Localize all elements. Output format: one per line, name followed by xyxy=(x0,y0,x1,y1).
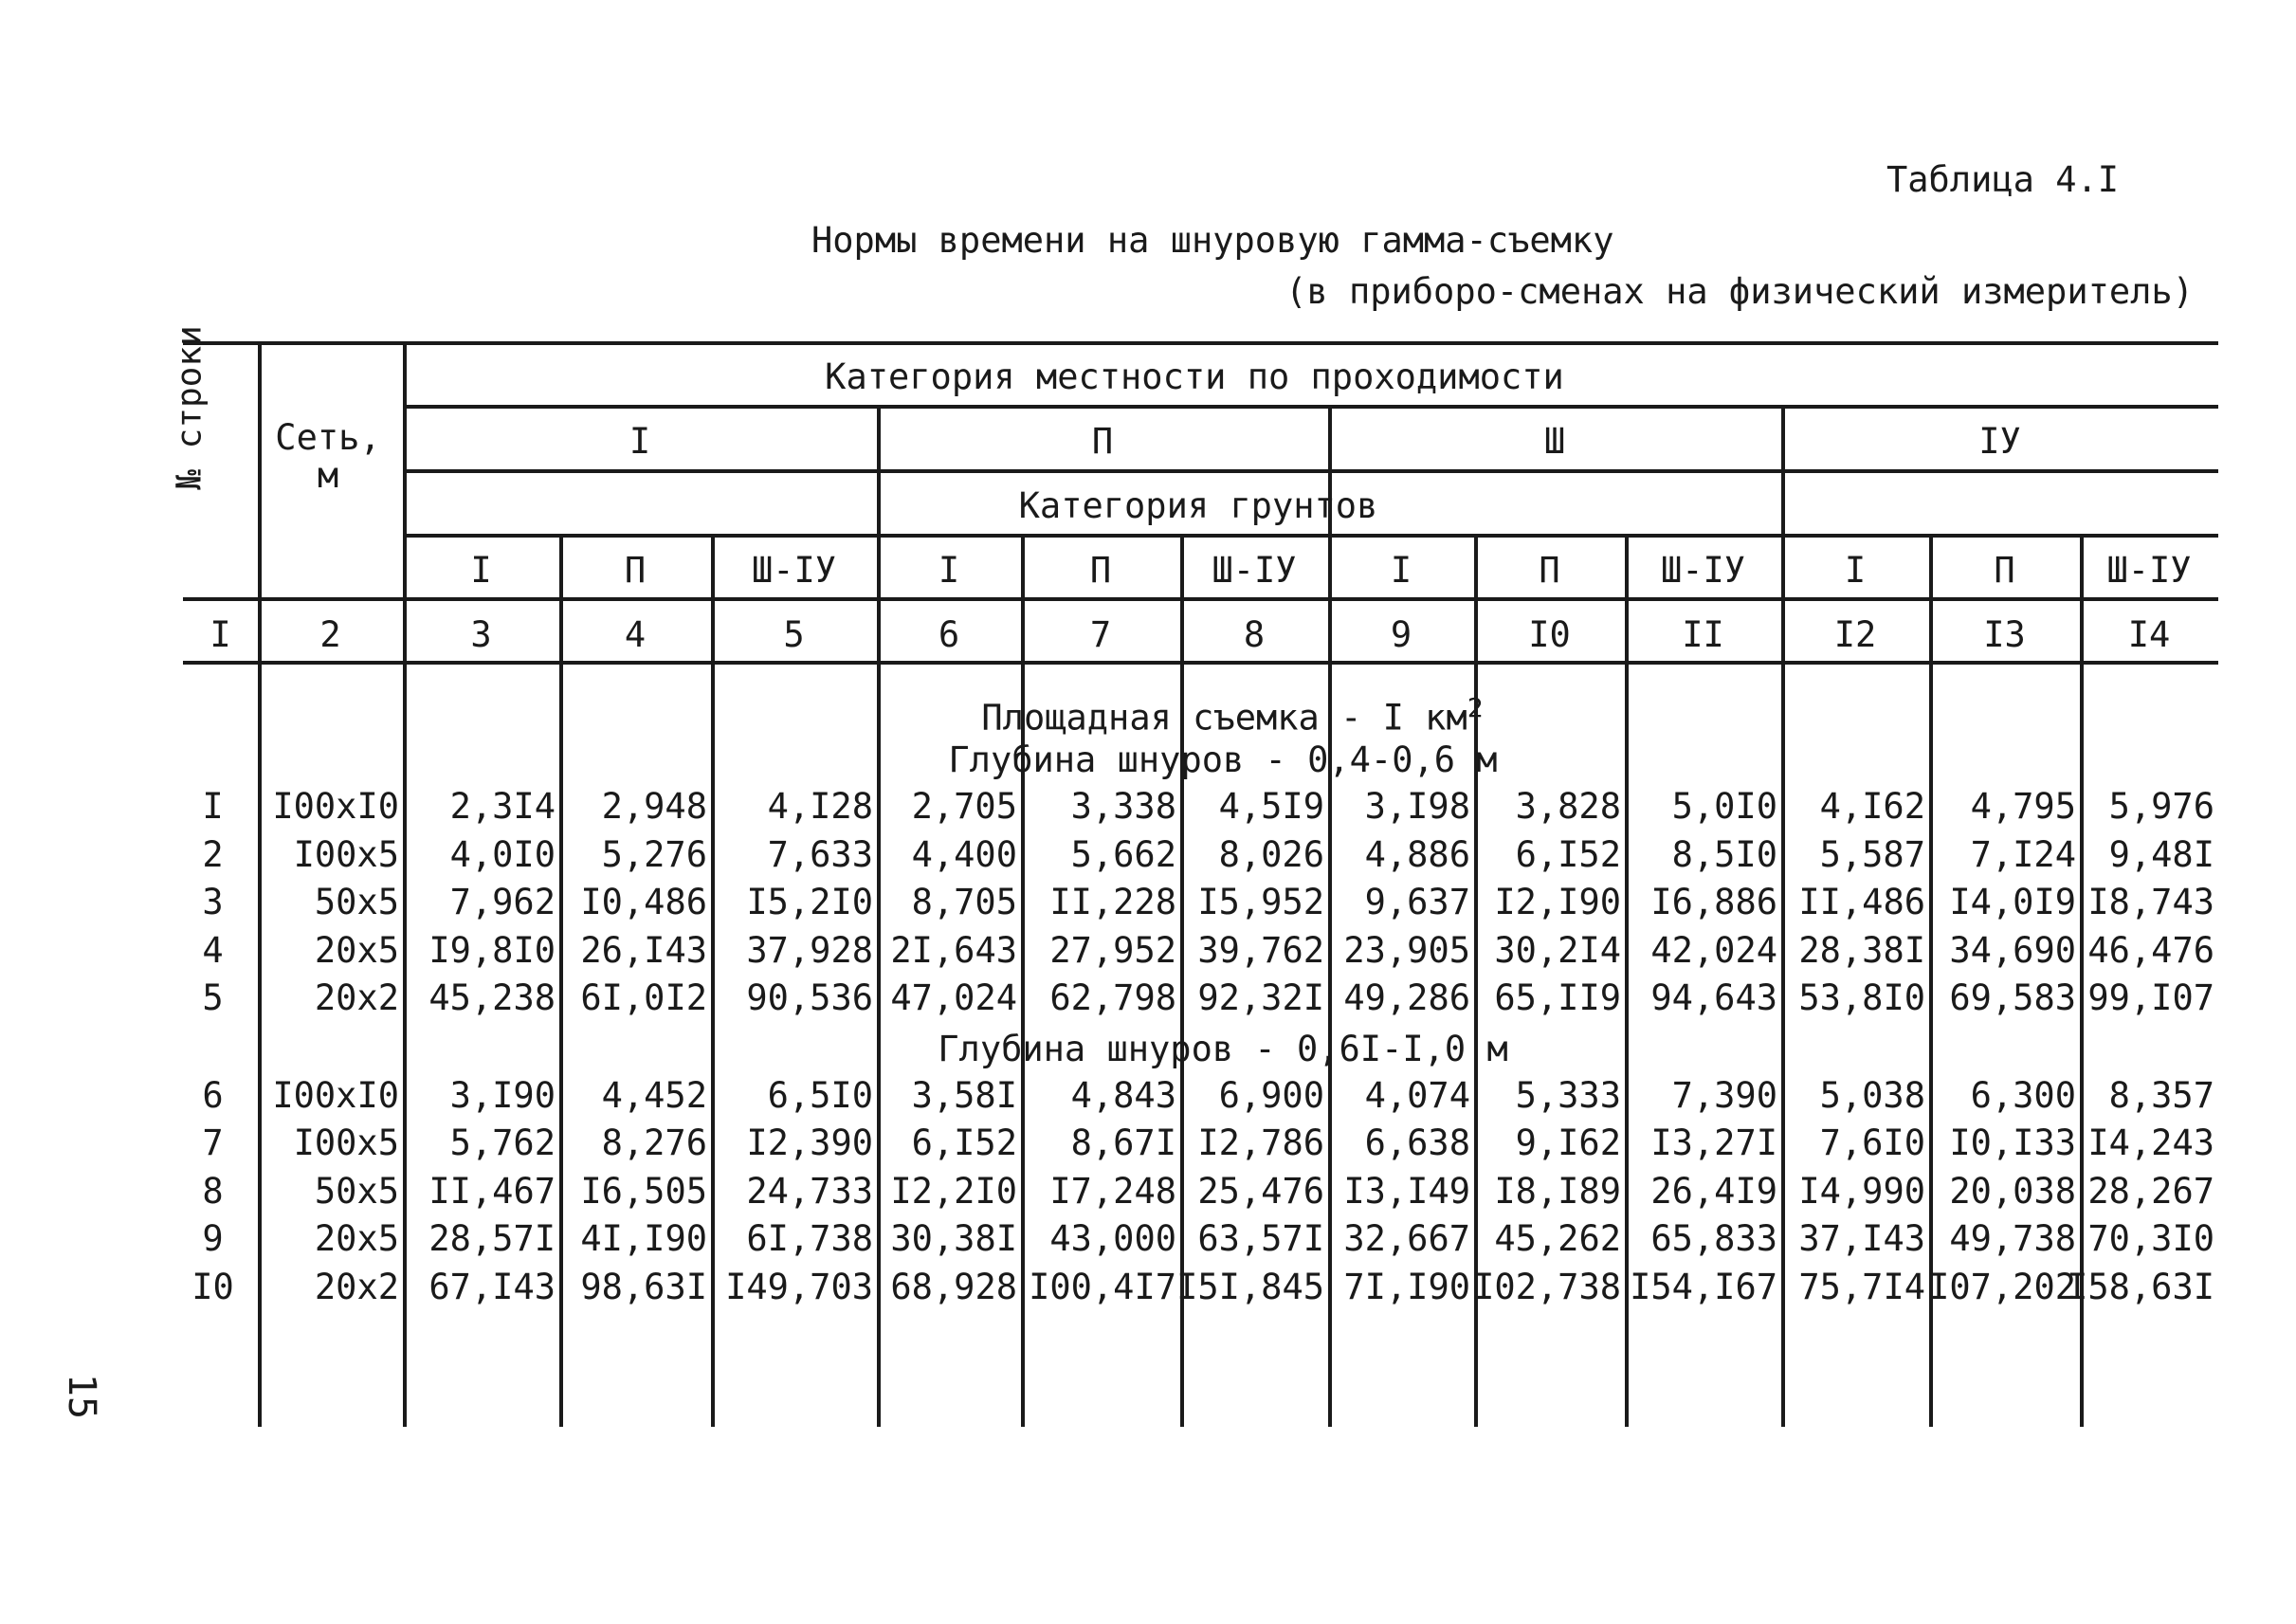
value-cell: I2,I90 xyxy=(1494,882,1621,922)
value-cell: 5,333 xyxy=(1515,1074,1621,1116)
column-divider xyxy=(1328,405,1332,1427)
value-cell: 4,I28 xyxy=(767,786,873,827)
value-cell: 4,843 xyxy=(1070,1074,1176,1116)
value-cell: 6,300 xyxy=(1970,1074,2076,1116)
value-cell: 53,8I0 xyxy=(1798,977,1925,1018)
page-number: 15 xyxy=(60,1373,104,1420)
value-cell: 24,733 xyxy=(746,1170,873,1212)
header-rule-subgroups xyxy=(183,597,2218,601)
value-cell: 7,6I0 xyxy=(1819,1122,1925,1163)
value-cell: 28,57I xyxy=(428,1218,556,1259)
value-cell: 6,5I0 xyxy=(767,1074,873,1116)
value-cell: 27,952 xyxy=(1049,929,1176,971)
header-rule-soil xyxy=(403,534,2218,538)
value-cell: 45,262 xyxy=(1494,1218,1621,1259)
value-cell: 2I,643 xyxy=(890,929,1017,971)
column-divider xyxy=(1625,534,1629,1427)
header-rule-groups xyxy=(403,469,2218,473)
value-cell: I8,743 xyxy=(2087,882,2214,922)
value-cell: I3,I49 xyxy=(1343,1170,1470,1212)
value-cell: 46,476 xyxy=(2087,929,2214,971)
value-cell: I6,505 xyxy=(580,1170,707,1212)
value-cell: 4,400 xyxy=(911,833,1017,875)
soil-subgroup-label: Ш-IУ xyxy=(1660,550,1746,591)
column-divider xyxy=(258,341,262,1427)
value-cell: 99,I07 xyxy=(2087,977,2214,1018)
row-number-cell: 2 xyxy=(202,833,224,875)
section-title: Площадная съемка - I $км^2$ xyxy=(981,692,1484,739)
value-cell: 3,I98 xyxy=(1364,786,1470,827)
value-cell: 2,948 xyxy=(601,786,707,827)
value-cell: 8,5I0 xyxy=(1671,833,1777,875)
row-number-cell: I xyxy=(202,786,224,827)
row-number-cell: I0 xyxy=(191,1266,234,1307)
value-cell: 37,I43 xyxy=(1798,1218,1925,1259)
value-cell: 98,63I xyxy=(580,1266,707,1307)
column-number: 7 xyxy=(1089,614,1112,655)
soil-subgroup-label: Ш-IУ xyxy=(2106,550,2192,591)
value-cell: 4,886 xyxy=(1364,833,1470,875)
value-cell: 43,000 xyxy=(1049,1218,1176,1259)
value-cell: 4,I62 xyxy=(1819,786,1925,827)
value-cell: 7I,I90 xyxy=(1343,1266,1470,1307)
value-cell: I0,I33 xyxy=(1949,1122,2076,1163)
value-cell: 70,3I0 xyxy=(2087,1218,2214,1259)
row-number-cell: 3 xyxy=(202,882,224,922)
value-cell: 90,536 xyxy=(746,977,873,1018)
value-cell: I0,486 xyxy=(580,882,707,922)
value-cell: 28,38I xyxy=(1798,929,1925,971)
net-header xyxy=(275,419,380,495)
value-cell: 49,286 xyxy=(1343,977,1470,1018)
value-cell: 49,738 xyxy=(1949,1218,2076,1259)
net-cell: 20x2 xyxy=(314,977,399,1018)
value-cell: 7,962 xyxy=(449,882,556,922)
soil-subgroup-label: I xyxy=(938,550,960,591)
net-cell: I00x5 xyxy=(293,833,399,875)
value-cell: 4,452 xyxy=(601,1074,707,1116)
net-cell: I00xI0 xyxy=(272,786,399,827)
column-number: 8 xyxy=(1243,614,1266,655)
net-cell: 20x2 xyxy=(314,1266,399,1307)
value-cell: II,467 xyxy=(428,1170,556,1212)
value-cell: 3,I90 xyxy=(449,1074,556,1116)
terrain-category-header: Категория местности по проходимости xyxy=(825,356,1564,397)
net-cell: I00xI0 xyxy=(272,1074,399,1116)
value-cell: 30,38I xyxy=(890,1218,1017,1259)
column-number: I3 xyxy=(1983,614,2026,655)
value-cell: I6,886 xyxy=(1650,882,1777,922)
value-cell: I4,243 xyxy=(2087,1122,2214,1163)
value-cell: 7,633 xyxy=(767,833,873,875)
value-cell: 28,267 xyxy=(2087,1170,2214,1212)
value-cell: 4,0I0 xyxy=(449,833,556,875)
value-cell: I3,27I xyxy=(1650,1122,1777,1163)
soil-subgroup-label: I xyxy=(1390,550,1412,591)
value-cell: I07,202 xyxy=(1928,1266,2076,1307)
value-cell: 6I,738 xyxy=(746,1218,873,1259)
soil-subgroup-label: I xyxy=(470,550,492,591)
section-subtitle: Глубина шнуров - 0,4-0,6 м xyxy=(948,739,1498,780)
value-cell: 23,905 xyxy=(1343,929,1470,971)
row-number-cell: 6 xyxy=(202,1074,224,1116)
value-cell: 9,I62 xyxy=(1515,1122,1621,1163)
value-cell: I00,4I7 xyxy=(1029,1266,1176,1307)
column-divider xyxy=(1021,534,1025,1427)
value-cell: 25,476 xyxy=(1197,1170,1324,1212)
net-header-line: Сеть, xyxy=(275,417,381,458)
header-rule-numbers xyxy=(183,661,2218,665)
value-cell: I4,0I9 xyxy=(1949,882,2076,922)
value-cell: I5,952 xyxy=(1197,882,1324,922)
column-divider xyxy=(559,534,563,1427)
table-top-rule xyxy=(183,341,2218,345)
terrain-group-label: Ш xyxy=(1543,421,1566,462)
column-divider xyxy=(1781,405,1785,1427)
value-cell: 6,I52 xyxy=(911,1122,1017,1163)
value-cell: 3,828 xyxy=(1515,786,1621,827)
value-cell: 34,690 xyxy=(1949,929,2076,971)
value-cell: 9,48I xyxy=(2108,833,2214,875)
column-number: 3 xyxy=(470,614,492,655)
section-subtitle: Глубина шнуров - 0,6I-I,0 м xyxy=(938,1028,1508,1069)
value-cell: I8,I89 xyxy=(1494,1170,1621,1212)
value-cell: 32,667 xyxy=(1343,1218,1470,1259)
value-cell: I54,I67 xyxy=(1630,1266,1777,1307)
table-label: Таблица 4.I xyxy=(1886,159,2120,200)
soil-category-header: Категория грунтов xyxy=(1018,485,1378,526)
value-cell: 9,637 xyxy=(1364,882,1470,922)
net-cell: 20x5 xyxy=(314,929,399,971)
document-title: Нормы времени на шнуровую гамма-съемку xyxy=(811,220,1614,261)
soil-subgroup-label: Ш-IУ xyxy=(1212,550,1297,591)
value-cell: 6,638 xyxy=(1364,1122,1470,1163)
column-number: I4 xyxy=(2127,614,2171,655)
value-cell: I2,390 xyxy=(746,1122,873,1163)
value-cell: I58,63I xyxy=(2067,1266,2214,1307)
value-cell: I9,8I0 xyxy=(428,929,556,971)
value-cell: I49,703 xyxy=(725,1266,873,1307)
value-cell: 92,32I xyxy=(1197,977,1324,1018)
soil-subgroup-label: П xyxy=(1089,550,1112,591)
value-cell: 5,587 xyxy=(1819,833,1925,875)
row-number-cell: 4 xyxy=(202,929,224,971)
value-cell: 39,762 xyxy=(1197,929,1324,971)
row-number-cell: 5 xyxy=(202,977,224,1018)
value-cell: 20,038 xyxy=(1949,1170,2076,1212)
value-cell: 4I,I90 xyxy=(580,1218,707,1259)
terrain-group-label: П xyxy=(1091,421,1114,462)
value-cell: 30,2I4 xyxy=(1494,929,1621,971)
row-number-header: № строки xyxy=(170,325,210,490)
document-subtitle: (в приборо-сменах на физический измеритель) xyxy=(1285,271,2194,312)
column-number: II xyxy=(1682,614,1724,655)
terrain-group-label: IУ xyxy=(1978,421,2021,462)
value-cell: II,486 xyxy=(1798,882,1925,922)
column-number: 5 xyxy=(783,614,805,655)
value-cell: 8,67I xyxy=(1070,1122,1176,1163)
value-cell: I5I,845 xyxy=(1176,1266,1324,1307)
value-cell: 8,276 xyxy=(601,1122,707,1163)
column-number: I0 xyxy=(1528,614,1571,655)
value-cell: 4,5I9 xyxy=(1218,786,1324,827)
value-cell: 2,705 xyxy=(911,786,1017,827)
value-cell: 94,643 xyxy=(1650,977,1777,1018)
column-divider xyxy=(711,534,715,1427)
value-cell: 67,I43 xyxy=(428,1266,556,1307)
value-cell: 63,57I xyxy=(1197,1218,1324,1259)
net-cell: 50x5 xyxy=(314,882,399,922)
value-cell: 68,928 xyxy=(890,1266,1017,1307)
column-number: 2 xyxy=(319,614,341,655)
value-cell: I7,248 xyxy=(1049,1170,1176,1212)
value-cell: I02,738 xyxy=(1473,1266,1621,1307)
value-cell: 7,390 xyxy=(1671,1074,1777,1116)
column-divider xyxy=(403,341,407,1427)
value-cell: 5,0I0 xyxy=(1671,786,1777,827)
value-cell: 7,I24 xyxy=(1970,833,2076,875)
value-cell: 6,I52 xyxy=(1515,833,1621,875)
column-number: I xyxy=(210,614,231,655)
column-number: 4 xyxy=(624,614,647,655)
soil-subgroup-label: П xyxy=(1994,550,2015,591)
value-cell: 4,795 xyxy=(1970,786,2076,827)
value-cell: 4,074 xyxy=(1364,1074,1470,1116)
net-cell: 50x5 xyxy=(314,1170,399,1212)
terrain-group-label: I xyxy=(629,421,651,462)
net-cell: I00x5 xyxy=(293,1122,399,1163)
value-cell: 6,900 xyxy=(1218,1074,1324,1116)
value-cell: 5,976 xyxy=(2108,786,2214,827)
soil-subgroup-label: Ш-IУ xyxy=(751,550,837,591)
net-cell: 20x5 xyxy=(314,1218,399,1259)
value-cell: 8,357 xyxy=(2108,1074,2214,1116)
column-divider xyxy=(877,405,881,1427)
value-cell: I4,990 xyxy=(1798,1170,1925,1212)
value-cell: 75,7I4 xyxy=(1798,1266,1925,1307)
value-cell: 45,238 xyxy=(428,977,556,1018)
column-number: 9 xyxy=(1390,614,1412,655)
value-cell: 3,338 xyxy=(1070,786,1176,827)
value-cell: 65,II9 xyxy=(1494,977,1621,1018)
row-number-cell: 9 xyxy=(202,1218,224,1259)
value-cell: I2,2I0 xyxy=(890,1170,1017,1212)
row-number-cell: 7 xyxy=(202,1122,224,1163)
value-cell: 6I,0I2 xyxy=(580,977,707,1018)
value-cell: 2,3I4 xyxy=(449,786,556,827)
value-cell: I2,786 xyxy=(1197,1122,1324,1163)
value-cell: 47,024 xyxy=(890,977,1017,1018)
value-cell: 42,024 xyxy=(1650,929,1777,971)
value-cell: 5,038 xyxy=(1819,1074,1925,1116)
value-cell: 5,662 xyxy=(1070,833,1176,875)
value-cell: 26,4I9 xyxy=(1650,1170,1777,1212)
soil-subgroup-label: П xyxy=(1539,550,1560,591)
value-cell: 69,583 xyxy=(1949,977,2076,1018)
row-number-cell: 8 xyxy=(202,1170,224,1212)
value-cell: 8,705 xyxy=(911,882,1017,922)
superscript-two: 2 xyxy=(1467,692,1484,723)
value-cell: 3,58I xyxy=(911,1074,1017,1116)
value-cell: 65,833 xyxy=(1650,1218,1777,1259)
value-cell: I5,2I0 xyxy=(746,882,873,922)
value-cell: 5,762 xyxy=(449,1122,556,1163)
value-cell: 62,798 xyxy=(1049,977,1176,1018)
value-cell: 37,928 xyxy=(746,929,873,971)
value-cell: 8,026 xyxy=(1218,833,1324,875)
header-rule-terrain xyxy=(403,405,2218,409)
soil-subgroup-label: П xyxy=(624,550,647,591)
column-number: I2 xyxy=(1833,614,1877,655)
column-number: 6 xyxy=(938,614,960,655)
value-cell: 26,I43 xyxy=(580,929,707,971)
net-header-line: м xyxy=(317,455,339,496)
value-cell: 5,276 xyxy=(601,833,707,875)
value-cell: II,228 xyxy=(1049,882,1176,922)
soil-subgroup-label: I xyxy=(1844,550,1867,591)
